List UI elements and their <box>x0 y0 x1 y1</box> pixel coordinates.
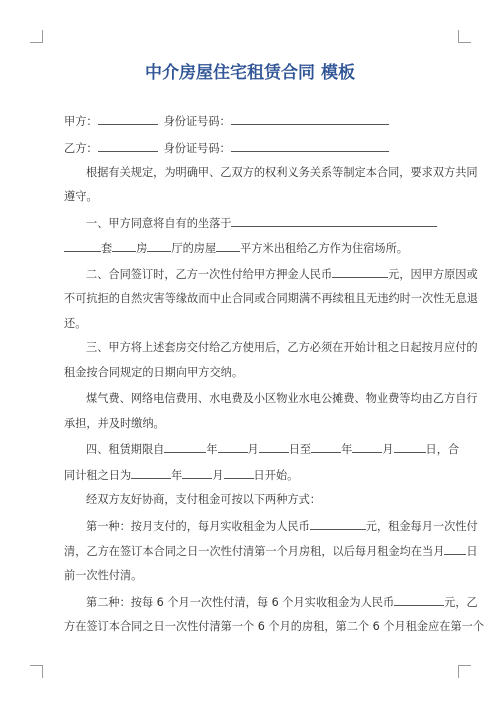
crop-mark-top-right <box>458 30 471 43</box>
method-1-line-2 <box>64 543 478 560</box>
start-year-field[interactable] <box>164 441 206 453</box>
clause-2-line-2: 不可抗拒的自然灾害等缘故而中止合同或合同期满不再续租且无违约时一次性无息退 <box>64 292 478 305</box>
method-2-line-1 <box>64 594 478 611</box>
party-a-id-label: 身份证号码： <box>163 115 231 128</box>
intro-line-1: 根据有关规定，为明确甲、乙双方的权利义务关系等制定本合同，要求双方共同 <box>86 166 478 179</box>
clause-2-line-3: 还。 <box>64 317 87 330</box>
rent-start-text: 同计租之日为 <box>64 469 132 482</box>
hall-count-field[interactable] <box>147 240 171 252</box>
end-year-label: 年 <box>341 443 353 456</box>
method-2-text-a: 第二种：按每 6 个月一次性付清，每 6 个月实收租金为人民币 <box>86 596 395 609</box>
method-1-line-1 <box>64 518 478 535</box>
party-a-label: 甲方： <box>64 115 98 128</box>
end-year-field[interactable] <box>311 441 341 453</box>
party-a-id-field[interactable] <box>231 113 389 125</box>
method-1-text-b: 元，租金每月一次性付 <box>365 520 478 533</box>
rent-start-year-label: 年 <box>171 469 183 482</box>
party-b-name-field[interactable] <box>98 140 158 152</box>
party-b-id-field[interactable] <box>231 140 389 152</box>
clause-4-text: 四、租赁期限自 <box>86 443 165 456</box>
clause-2-text-a: 二、合同签订时，乙方一次性付给甲方押金人民币 <box>86 268 333 281</box>
start-year-label: 年 <box>206 443 218 456</box>
monthly-rent-field[interactable] <box>310 518 366 530</box>
area-unit-text: 平方米出租给乙方作为住宿场所。 <box>240 242 408 255</box>
area-field[interactable] <box>216 240 240 252</box>
clause-1-line-1 <box>64 215 444 232</box>
rent-start-day-label: 日开始。 <box>253 469 299 482</box>
start-day-label: 日至 <box>288 443 312 456</box>
clause-1-line-2 <box>64 240 444 257</box>
payment-intro: 经双方友好协商，支付租金可按以下两种方式： <box>86 493 321 506</box>
party-b-id-label: 身份证号码： <box>163 142 231 155</box>
clause-3-line-2: 租金按合同规定的日期向甲方交纳。 <box>64 366 244 379</box>
rent-start-month-label: 月 <box>212 469 224 482</box>
clause-2-text-b: 元，因甲方原因或 <box>388 268 478 281</box>
monthly-due-day-field[interactable] <box>444 543 466 555</box>
party-b-label: 乙方： <box>64 142 98 155</box>
clause-4-line-1 <box>64 441 460 458</box>
clause-3-line-1: 三、甲方将上述套房交付给乙方使用后，乙方必须在开始计租之日起按月应付的 <box>86 341 478 354</box>
document-title: 中介房屋住宅租赁合同 模板 <box>145 63 355 83</box>
method-1-text-a: 第一种：按月支付的，每月实收租金为人民币 <box>86 520 310 533</box>
method-1-line-3: 前一次性付清。 <box>64 569 143 582</box>
suite-count-field[interactable] <box>64 240 101 252</box>
end-day-field[interactable] <box>394 441 426 453</box>
property-address-field[interactable] <box>231 215 437 227</box>
deposit-amount-field[interactable] <box>332 266 388 278</box>
rent-start-month-field[interactable] <box>182 467 212 479</box>
room-unit-label: 房 <box>136 242 148 255</box>
rent-start-day-field[interactable] <box>224 467 254 479</box>
fees-line-1: 煤气费、网络电信费用、水电费及小区物业水电公摊费、物业费等均由乙方自行 <box>86 392 478 405</box>
party-a-line <box>64 113 444 130</box>
method-2-line-2: 方在签订本合同之日一次性付清第一个 6 个月的房租，第二个 6 个月租金应在第一个 <box>64 620 485 633</box>
fees-line-2: 承担，并及时缴纳。 <box>64 417 165 430</box>
start-day-field[interactable] <box>259 441 289 453</box>
crop-mark-bottom-left <box>30 665 43 678</box>
start-month-label: 月 <box>247 443 259 456</box>
start-month-field[interactable] <box>218 441 248 453</box>
rent-start-year-field[interactable] <box>131 467 171 479</box>
method-1-text-c: 清，乙方在签订本合同之日一次性付清第一个月房租，以后每月租金均在当月 <box>64 545 445 558</box>
six-month-rent-field[interactable] <box>394 594 444 606</box>
clause-2-line-1 <box>64 266 478 283</box>
method-1-day-label: 日 <box>466 545 478 558</box>
hall-unit-label: 厅的房屋 <box>171 242 217 255</box>
end-day-label: 日，合 <box>425 443 460 456</box>
clause-4-line-2 <box>64 467 444 484</box>
end-month-label: 月 <box>382 443 394 456</box>
party-b-line <box>64 140 444 157</box>
method-2-text-b: 元，乙 <box>444 596 478 609</box>
intro-line-2: 遵守。 <box>64 190 98 203</box>
suite-unit-label: 套 <box>101 242 113 255</box>
crop-mark-bottom-right <box>458 665 471 678</box>
party-a-name-field[interactable] <box>98 113 158 125</box>
crop-mark-top-left <box>30 30 43 43</box>
end-month-field[interactable] <box>352 441 382 453</box>
room-count-field[interactable] <box>112 240 136 252</box>
clause-1-text: 一、甲方同意将自有的坐落于 <box>86 217 232 230</box>
